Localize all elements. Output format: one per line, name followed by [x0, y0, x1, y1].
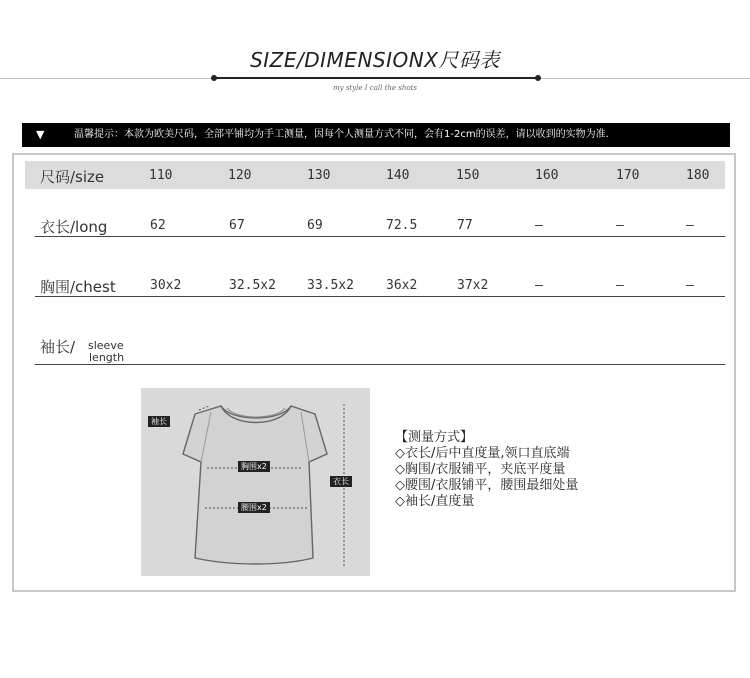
table-cell: 69: [307, 218, 323, 233]
tag-waist: 腰围x2: [238, 502, 270, 513]
tag-chest: 胸围x2: [238, 461, 270, 472]
size-header-cell: 120: [228, 168, 252, 183]
table-cell: 32.5x2: [229, 278, 276, 293]
row-label-sleeve-sub1: sleeve: [88, 339, 124, 352]
tagline: my style I call the shots: [333, 84, 417, 92]
row-divider: [35, 296, 725, 297]
row-label-sleeve-sub2: length: [89, 351, 125, 364]
table-cell: –: [535, 278, 543, 293]
method-item: ◇衣长/后中直度量,领口直底端: [395, 446, 570, 461]
size-header-cell: 160: [535, 168, 559, 183]
tag-sleeve: 袖长: [148, 416, 170, 427]
size-header-cell: 140: [386, 168, 410, 183]
method-item: ◇胸围/衣服铺平，夹底平度量: [395, 462, 566, 477]
table-cell: –: [686, 218, 694, 233]
row-label-sleeve: 袖长/: [40, 338, 76, 356]
size-table-frame: [12, 153, 736, 592]
table-cell: 62: [150, 218, 166, 233]
divider-dot-left: [211, 75, 217, 81]
method-item: ◇腰围/衣服铺平，腰围最细处量: [395, 478, 579, 493]
size-header-cell: 170: [616, 168, 640, 183]
row-divider: [35, 236, 725, 237]
table-cell: –: [616, 218, 624, 233]
divider-center: [214, 77, 538, 79]
size-header-cell: 180: [686, 168, 710, 183]
table-cell: –: [616, 278, 624, 293]
table-cell: 67: [229, 218, 245, 233]
page-title: SIZE/DIMENSIONX尺码表: [250, 48, 500, 72]
table-cell: 33.5x2: [307, 278, 354, 293]
table-cell: –: [686, 278, 694, 293]
tag-length: 衣长: [330, 476, 352, 487]
notice-bar: [22, 123, 730, 147]
size-header-cell: 150: [456, 168, 480, 183]
triangle-down-icon: ▼: [36, 128, 45, 141]
table-cell: 37x2: [457, 278, 489, 293]
table-cell: 30x2: [150, 278, 182, 293]
notice-text: 温馨提示：本款为欧美尺码，全部平铺均为手工测量，因每个人测量方式不同，会有1-2cm的误差，请以收到的实物为准.: [74, 129, 609, 140]
divider-right: [538, 78, 750, 79]
measurement-diagram: [141, 388, 370, 576]
divider-left: [0, 78, 214, 79]
row-label-long: 衣长/long: [40, 218, 108, 236]
row-divider: [35, 364, 725, 365]
table-cell: 72.5: [386, 218, 418, 233]
size-header-cell: 130: [307, 168, 331, 183]
table-cell: 77: [457, 218, 473, 233]
method-title: 【测量方式】: [395, 430, 474, 445]
method-item: ◇袖长/直度量: [395, 494, 475, 509]
table-cell: 36x2: [386, 278, 418, 293]
size-header-cell: 110: [149, 168, 173, 183]
measurement-method: [395, 430, 578, 510]
table-cell: –: [535, 218, 543, 233]
divider-dot-right: [535, 75, 541, 81]
size-header-label: 尺码/size: [40, 168, 105, 186]
row-label-chest: 胸围/chest: [40, 278, 116, 296]
